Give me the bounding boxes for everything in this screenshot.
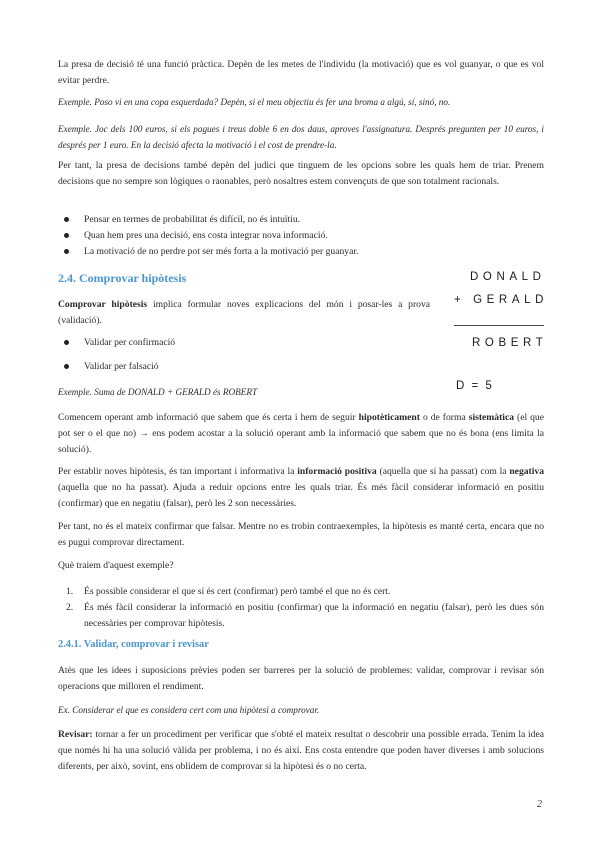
puzzle-gerald: + GERALD	[454, 294, 549, 306]
puzzle-donald: DONALD	[470, 271, 546, 283]
paragraph-hypothesis-intro: Comprovar hipòtesis implica formular noves explicacions del món i posar-les a prova (validació).	[58, 299, 430, 327]
list-item: Validar per falsació	[58, 359, 430, 375]
bullet-icon	[64, 233, 69, 238]
list-item: Pensar en termes de probabilitat és difícil, no és intuïtiu.	[58, 212, 544, 228]
list-item: Quan hem pres una decisió, ens costa integrar nova informació.	[58, 228, 544, 244]
bullet-icon	[64, 340, 69, 345]
section-heading-2-4-1: 2.4.1. Validar, comprovar i revisar	[58, 639, 209, 650]
example-consider-true: Ex. Considerar el que es considera cert com una hipòtesi a comprovar.	[58, 705, 320, 715]
list-item: Validar per confirmació	[58, 335, 430, 351]
puzzle-sum-line	[454, 325, 544, 326]
list-item: 1. És possible considerar el que sí és cert (confirmar) però també el que no és cert.	[66, 586, 391, 597]
example-donald-gerald: Exemple. Suma de DONALD + GERALD és ROBERT	[58, 387, 258, 397]
conclusions-numbered-list	[58, 584, 544, 631]
puzzle-hint: D = 5	[456, 380, 494, 392]
page-number: 2	[537, 799, 542, 810]
puzzle-robert: ROBERT	[472, 337, 548, 349]
paragraph-confirm-vs-falsify: Per tant, no és el mateix confirmar que falsar. Mentre no es trobin contraexemples, la hipòtesis es manté certa, encara que no es pugui comprovar directament.	[58, 521, 544, 549]
bullet-icon	[64, 217, 69, 222]
decision-bullet-list	[58, 212, 544, 259]
paragraph-hypothetical-systematic: Comencem operant amb informació que sabem que és certa i hem de seguir hipotèticament o de forma sistemàtica (el que pot ser o el que no) → ens podem acostar a la solució operant amb la informació que sabem que no és bona (ens limita la solució).	[58, 412, 544, 456]
paragraph-decision-function: La presa de decisió té una funció pràctica. Depèn de les metes de l'individu (la motivació) que es vol guanyar, o que es vol evitar perdre.	[58, 59, 544, 87]
question-text: Què traiem d'aquest exemple?	[58, 560, 174, 571]
paragraph-positive-negative-info: Per establir noves hipòtesis, és tan important i informativa la informació positiva (aquella que sí ha passat) com la negativa (aquella que no ha passat). Ajuda a reduir opcions entre les quals triar. És més fàcil considerar informació en positiu (confirmar) que en negatiu (falsar), però les 2 son necessàries.	[58, 466, 544, 510]
bullet-icon	[64, 364, 69, 369]
validation-bullet-list	[58, 335, 430, 375]
list-item: La motivació de no perdre pot ser més forta a la motivació per guanyar.	[58, 244, 544, 260]
paragraph-validate-check-review: Atès que les idees i suposicions prèvies poden ser barreres per la solució de problemes: validar, comprovar i revisar són operacions que milloren el rendiment.	[58, 665, 544, 693]
bullet-icon	[64, 249, 69, 254]
example-100-euros: Exemple. Joc dels 100 euros, si els pagues i treus doble 6 en dos daus, aproves l'assignatura. Després pregunten per 10 euros, i després per 1 euro. En la decisió afecta la motivació i el cost de prendre-la.	[58, 124, 544, 151]
paragraph-review: Revisar: tornar a fer un procediment per verificar que s'obté el mateix resultat o descobrir una possible errada. Tenim la idea que només hi ha una solució vàlida per problema, i no és així. Ens costa entendre que poden haver diverses i amb solucions diferents, per això, sovint, ens oblidem de comprovar si la hipòtesi és o no certa.	[58, 729, 544, 773]
list-item: 2. És més fàcil considerar la informació en positiu (confirmar) que la informació en negatiu (falsar), però les dues són necessàries per comprovar hipòtesis.	[66, 601, 544, 629]
example-cracked-glass: Exemple. Poso vi en una copa esquerdada? Depèn, si el meu objectiu és fer una broma a algú, sí, sinó, no.	[58, 97, 451, 107]
section-heading-2-4: 2.4. Comprovar hipòtesis	[58, 271, 187, 285]
paragraph-decision-judgement: Per tant, la presa de decisions també depèn del judici que tinguem de les opcions sobre les quals hem de triar. Prenem decisions que no sempre son lògiques o raonables, però nosaltres estem convençuts de que son totalment racionals.	[58, 160, 544, 188]
